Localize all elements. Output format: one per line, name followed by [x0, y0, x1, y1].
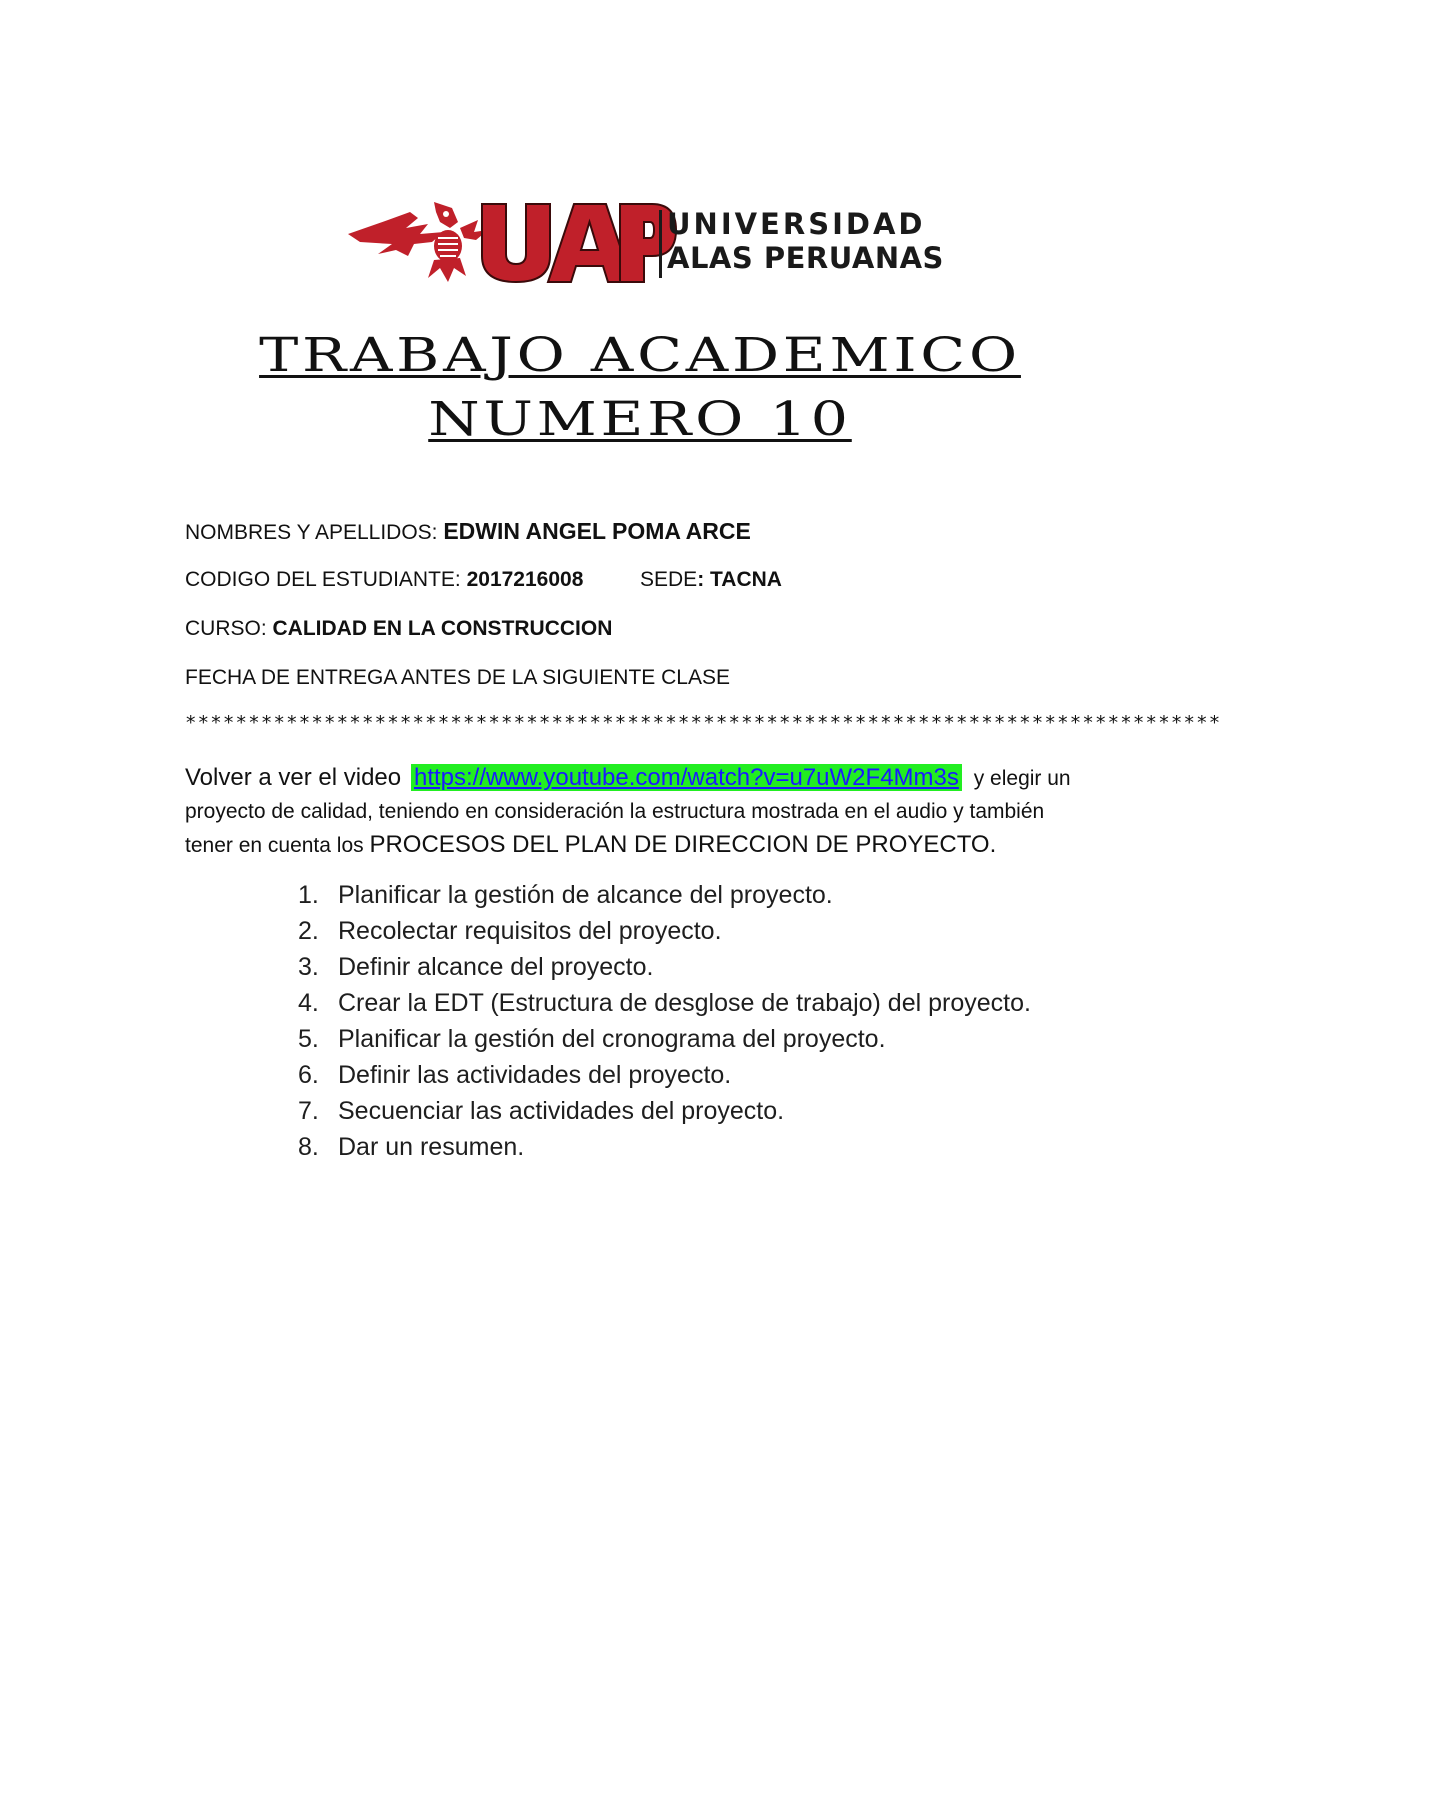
list-item-text: Dar un resumen. — [338, 1133, 525, 1161]
list-item-text: Planificar la gestión de alcance del proyecto. — [338, 881, 833, 909]
list-item-number: 1. — [298, 881, 319, 909]
list-item — [298, 1093, 1031, 1129]
list-item-text: Definir alcance del proyecto. — [338, 953, 654, 981]
page-title-line1: TRABAJO ACADEMICO — [259, 328, 1021, 383]
list-item-number: 6. — [298, 1061, 319, 1089]
sede-row — [640, 568, 782, 592]
student-name-label: NOMBRES Y APELLIDOS: — [185, 521, 444, 544]
instructions-lead: Volver a ver el video — [185, 764, 402, 791]
student-name-row — [185, 518, 751, 545]
university-name-line1: UNIVERSIDAD — [667, 207, 926, 241]
list-item-number: 2. — [298, 917, 319, 945]
video-link[interactable]: https://www.youtube.com/watch?v=u7uW2F4Mm3s — [411, 764, 962, 791]
course-label: CURSO: — [185, 617, 273, 640]
instructions-emphasis: PROCESOS DEL PLAN DE DIRECCION DE PROYECTO. — [369, 831, 997, 858]
list-item-number: 3. — [298, 953, 319, 981]
list-item-number: 7. — [298, 1097, 319, 1125]
condor-emblem-icon — [348, 198, 678, 286]
instructions-body: y elegir un proyecto de calidad, teniendo en consideración la estructura mostrada en el audio y también tener en cuenta los — [185, 767, 1071, 857]
student-name-value: EDWIN ANGEL POMA ARCE — [443, 518, 751, 544]
student-code-label: CODIGO DEL ESTUDIANTE: — [185, 568, 467, 591]
list-item-text: Planificar la gestión del cronograma del proyecto. — [338, 1025, 886, 1053]
list-item — [298, 1129, 1031, 1165]
list-item-text: Recolectar requisitos del proyecto. — [338, 917, 722, 945]
page-title-line2: NUMERO 10 — [428, 392, 852, 447]
list-item — [298, 913, 1031, 949]
sede-label: SEDE — [640, 568, 698, 591]
course-row — [185, 617, 612, 641]
instructions-paragraph — [185, 761, 1095, 862]
list-item — [298, 877, 1031, 913]
university-name — [667, 207, 944, 275]
university-name-line2: ALAS PERUANAS — [667, 241, 944, 275]
process-list — [298, 877, 1031, 1165]
list-item-number: 5. — [298, 1025, 319, 1053]
logo-divider — [659, 210, 662, 278]
course-value: CALIDAD EN LA CONSTRUCCION — [272, 617, 613, 640]
list-item — [298, 949, 1031, 985]
student-code-row — [185, 568, 583, 592]
sede-value: : TACNA — [697, 568, 782, 591]
list-item-text: Crear la EDT (Estructura de desglose de trabajo) del proyecto. — [338, 989, 1031, 1017]
due-date-text: FECHA DE ENTREGA ANTES DE LA SIGUIENTE CLASE — [185, 666, 730, 689]
list-item-number: 4. — [298, 989, 319, 1017]
list-item-text: Secuenciar las actividades del proyecto. — [338, 1097, 785, 1125]
list-item — [298, 985, 1031, 1021]
separator-line: ********************************************************************************** — [185, 712, 1222, 734]
list-item-number: 8. — [298, 1133, 319, 1161]
list-item — [298, 1021, 1031, 1057]
list-item-text: Definir las actividades del proyecto. — [338, 1061, 732, 1089]
list-item — [298, 1057, 1031, 1093]
student-code-value: 2017216008 — [466, 568, 584, 591]
